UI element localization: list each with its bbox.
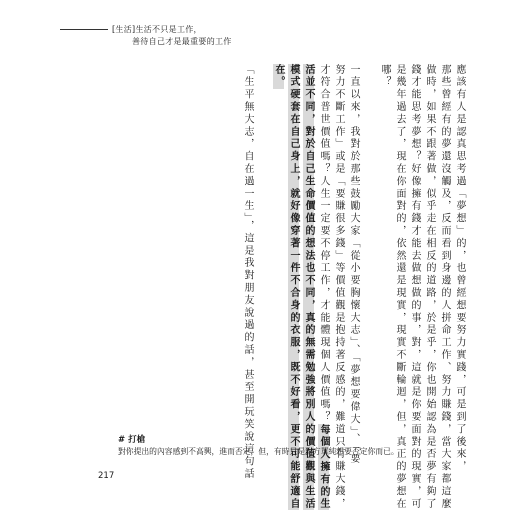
running-header <box>60 22 320 58</box>
header-title-line2: 善待自己才是最重要的工作 <box>132 37 232 46</box>
emphasized-text: 在。 <box>273 64 284 89</box>
text-column <box>301 64 315 510</box>
text-column: 一直以來，我對於那些鼓勵大家「從小要胸懷大志」、「夢想要偉大」、「要 <box>348 64 359 466</box>
text-column <box>271 64 285 89</box>
text-column: 才符合普世價值嗎？人生一定要不停工作，才能體現個人價值嗎？每個人擁有的生 <box>318 64 329 510</box>
text-column: 那些曾經有的夢還沒觸及，反而看到身邊的人拼命工作、努力賺錢，當大家都這麼 <box>439 64 450 510</box>
text-column: 錢才能思考夢想？好像擁有錢才能去做想做的事，對，這就是你要面對的現實，可 <box>409 64 420 510</box>
footnote-title: # 打槍 <box>118 435 146 445</box>
emphasized-text: 活並不同，對於自己生命價值的想法也不同，真的無需勉強將別人的價值觀與生活 <box>303 64 314 510</box>
header-title-line1: [生活]生活不只是工作， <box>112 25 202 34</box>
header-rule <box>60 29 108 30</box>
footnote-text: 對你提出的內容感到不高興，進而否定，但，有時只是對方單純想要否定你而已。 <box>118 447 399 456</box>
text-column: 應該有人是認真思考過「夢想」的，也曾經想要努力實踐，可是到了後來， <box>454 64 465 474</box>
page-number: 217 <box>98 471 115 481</box>
text-column: 「生平無大志，自在過一生」，這是我對朋友說過的話，甚至開玩笑說這句話 <box>242 64 253 481</box>
text-column <box>286 64 300 510</box>
text-column: 做時，如果不跟著做，似乎走在相反的道路，於是乎，你也開始認為是否夢有夠了 <box>424 64 435 510</box>
text-column: 哪？ <box>379 64 390 89</box>
text-column: 努力不斷工作」或是「要賺很多錢」等價值觀是抱持著反感的，難道只有賺大錢， <box>333 64 344 510</box>
emphasized-text: 每個人擁有的生 <box>318 423 329 510</box>
text-column: 是幾年過去了，現在你面對的，依然還是現實，現實不斷輪迴，但，真正的夢想在 <box>394 64 405 510</box>
emphasized-text: 模式硬套在自己身上，就好像穿著一件不合身的衣服，既不好看，更不可能舒適自 <box>288 64 299 510</box>
